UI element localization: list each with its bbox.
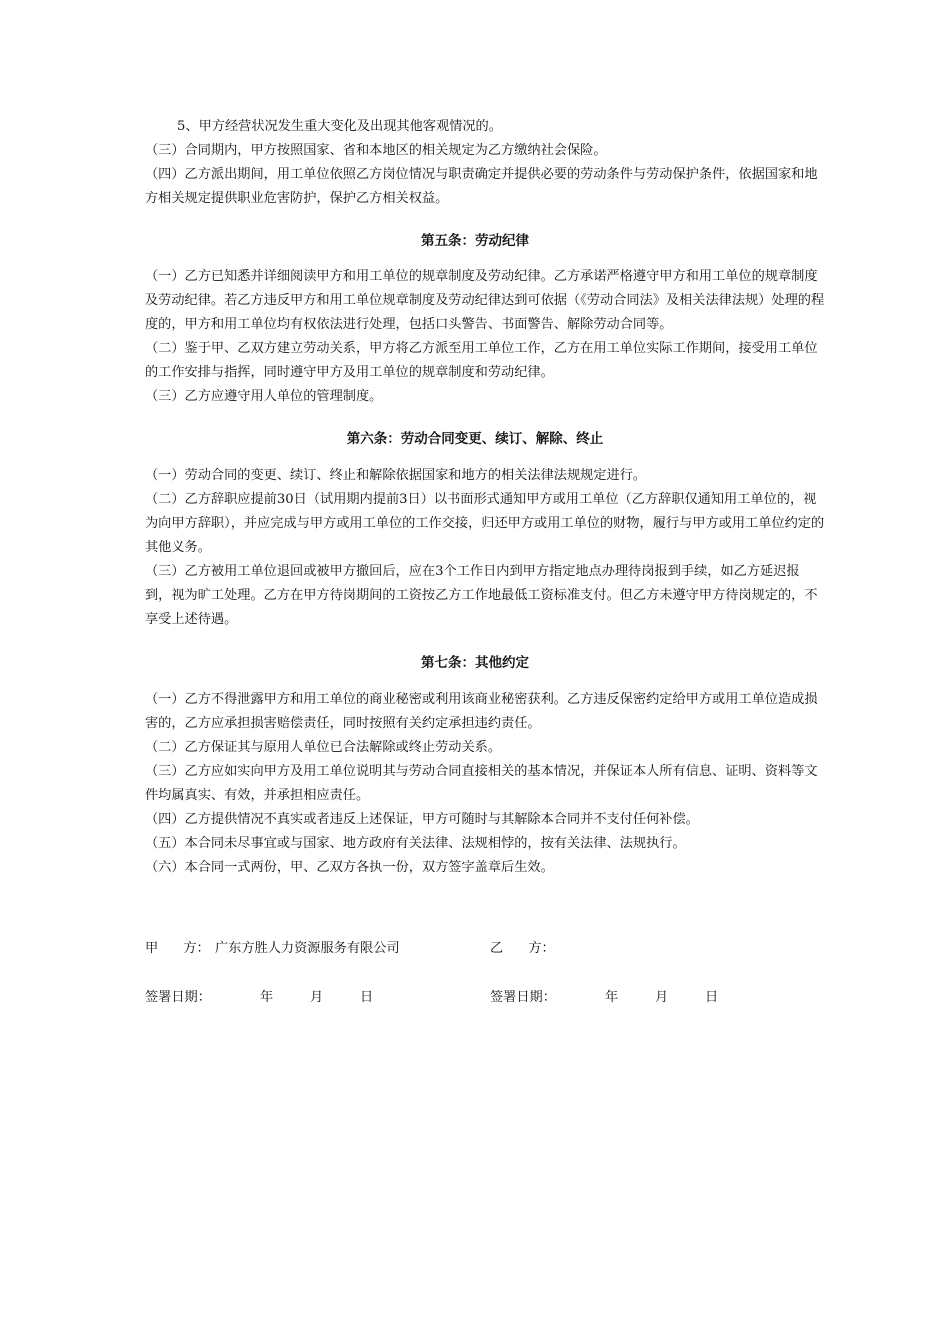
clause-paragraph: （六）本合同一式两份，甲、乙双方各执一份，双方签字盖章后生效。 — [145, 860, 554, 875]
article5-body — [145, 265, 825, 409]
clause-paragraph: （一）劳动合同的变更、续订、终止和解除依据国家和地方的相关法律法规规定进行。 — [145, 468, 647, 483]
clause-paragraph: （二）乙方辞职应提前30日（试用期内提前3日）以书面形式通知甲方或用工单位（乙方辞职仅通知用工单位的，视为向甲方辞职），并应完成与甲方或用工单位的工作交接，归还甲方或用工单位的财物，履行与甲方或用工单位约定的其他义务。 — [145, 492, 825, 555]
clause-paragraph: 5、甲方经营状况发生重大变化及出现其他客观情况的。 — [177, 119, 502, 134]
article6-body — [145, 464, 825, 632]
clause-paragraph: （一）乙方已知悉并详细阅读甲方和用工单位的规章制度及劳动纪律。乙方承诺严格遵守甲方和用工单位的规章制度及劳动纪律。若乙方违反甲方和用工单位规章制度及劳动纪律达到可依据（《劳动合同法》及相关法律法规）处理的程度的，甲方和用工单位均有权依法进行处理，包括口头警告、书面警告、解除劳动合同等。 — [145, 269, 825, 332]
clause-paragraph: （三）乙方应如实向甲方及用工单位说明其与劳动合同直接相关的基本情况，并保证本人所有信息、证明、资料等文件均属真实、有效，并承担相应责任。 — [145, 764, 818, 803]
article7-title: 第七条：其他约定 — [421, 655, 529, 671]
date-month-a: 月 — [310, 990, 324, 1005]
clause-paragraph: （三）合同期内，甲方按照国家、省和本地区的相关规定为乙方缴纳社会保险。 — [145, 143, 607, 158]
article5-title: 第五条：劳动纪律 — [421, 233, 529, 249]
party-a-label: 甲 方： — [145, 941, 210, 956]
clause-paragraph: （五）本合同未尽事宜或与国家、地方政府有关法律、法规相悖的，按有关法律、法规执行。 — [145, 836, 686, 851]
clause-paragraph: （四）乙方提供情况不真实或者违反上述保证，甲方可随时与其解除本合同并不支付任何补偿。 — [145, 812, 699, 827]
date-year-a: 年 — [260, 990, 274, 1005]
clause-paragraph: （三）乙方应遵守用人单位的管理制度。 — [145, 389, 383, 404]
clause-paragraph: （二）乙方保证其与原用人单位已合法解除或终止劳动关系。 — [145, 740, 502, 755]
section4-tail — [145, 115, 825, 211]
clause-paragraph: （一）乙方不得泄露甲方和用工单位的商业秘密或利用该商业秘密获利。乙方违反保密约定给甲方或用工单位造成损害的，乙方应承担损害赔偿责任，同时按照有关约定承担违约责任。 — [145, 692, 818, 731]
article7-body — [145, 688, 825, 880]
date-label-party-a: 签署日期： — [145, 990, 211, 1005]
clause-paragraph: （四）乙方派出期间，用工单位依照乙方岗位情况与职责确定并提供必要的劳动条件与劳动保护条件，依据国家和地方相关规定提供职业危害防护，保护乙方相关权益。 — [145, 167, 818, 206]
date-month-b: 月 — [655, 990, 669, 1005]
article6-title: 第六条：劳动合同变更、续订、解除、终止 — [346, 431, 604, 447]
date-year-b: 年 — [605, 990, 619, 1005]
party-b-label: 乙 方： — [490, 941, 555, 956]
clause-paragraph: （二）鉴于甲、乙双方建立劳动关系，甲方将乙方派至用工单位工作，乙方在用工单位实际工作期间，接受用工单位的工作安排与指挥，同时遵守甲方及用工单位的规章制度和劳动纪律。 — [145, 341, 818, 380]
date-day-a: 日 — [360, 990, 374, 1005]
party-a-name: 广东方胜人力资源服务有限公司 — [215, 941, 400, 956]
clause-paragraph: （三）乙方被用工单位退回或被甲方撤回后，应在3个工作日内到甲方指定地点办理待岗报到手续，如乙方延迟报到，视为旷工处理。乙方在甲方待岗期间的工资按乙方工作地最低工资标准支付。但乙方未遵守甲方待岗规定的，不享受上述待遇。 — [145, 564, 818, 627]
date-day-b: 日 — [705, 990, 719, 1005]
date-label-party-b: 签署日期： — [490, 990, 556, 1005]
